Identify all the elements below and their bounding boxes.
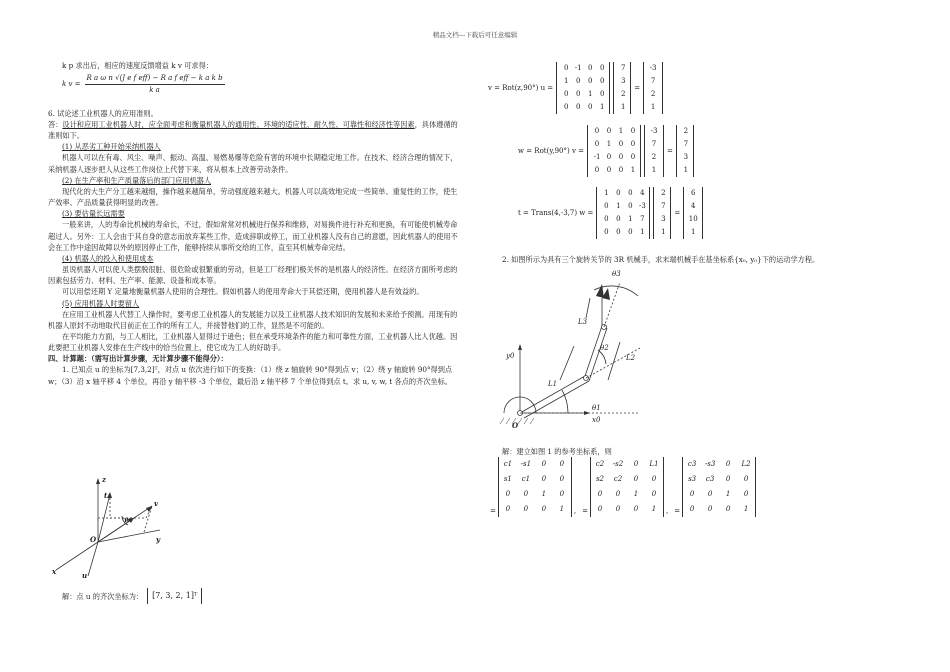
matrix-cell: 7 (640, 215, 645, 223)
z-axis-arrow (96, 478, 100, 484)
matrix-cell: 0 (523, 490, 529, 498)
matrix-cell: 0 (725, 475, 731, 483)
end-effector-gripper-left (596, 284, 604, 298)
section-1-title: (1) 从恶劣工种开始采纳机器人 (62, 142, 161, 152)
fig2-label-o: O (512, 421, 519, 430)
matrix-cell: 0 (606, 127, 612, 135)
matrix-cell: 0 (505, 505, 511, 513)
matrix-cell: c3 (687, 460, 697, 468)
formula-fraction (85, 73, 225, 96)
matrix-cell: 1 (599, 103, 605, 111)
q6-answer (48, 119, 460, 141)
section-4-title: (4) 机器人的投入和使用成本 (62, 253, 154, 263)
fig1-label-z: z (102, 475, 106, 484)
equals-sign: = (674, 208, 681, 217)
matrix-cell: 7 (651, 140, 657, 148)
matrix-cell: 0 (563, 90, 569, 98)
matrix-cell: 1 (620, 103, 626, 111)
l3-dimension (586, 298, 590, 318)
equation-v (488, 62, 663, 114)
formula-denominator: k a (149, 86, 160, 94)
fig1-label-t: t (104, 491, 108, 500)
matrix-cell: c2 (613, 475, 623, 483)
matrix-cell: 0 (604, 202, 609, 210)
matrix-cell: c2 (595, 460, 605, 468)
matrix-cell: 1 (633, 490, 639, 498)
fig1-label-y: y (156, 535, 161, 544)
matrix-cell: 4 (691, 202, 696, 210)
matrix-cell: 0 (651, 490, 657, 498)
matrix-cell: 0 (594, 166, 600, 174)
matrix-cell: 0 (707, 505, 713, 513)
matrix-cell: 0 (505, 490, 511, 498)
matrix-cell: 1 (563, 77, 569, 85)
section-2-text: 现代化的大生产分工越来越细，操作越来越简单，劳动强度越来越大。机器人可以高效地完成一些简单、重复性的工作，使生产效率、产品质量获得明显的改善。 (48, 186, 458, 208)
matrix-cell: 0 (606, 153, 612, 161)
y0-arrow (518, 344, 522, 350)
fig1-label-v: v (154, 499, 159, 508)
l2-dimension (608, 342, 620, 380)
matrix-cell: 1 (587, 90, 593, 98)
matrix-cell: 1 (541, 490, 547, 498)
equals-sign: = (634, 83, 641, 92)
matrix-cell: 0 (707, 490, 713, 498)
matrix-cell: 0 (651, 475, 657, 483)
matrix-cell: 0 (541, 475, 547, 483)
vector-w-input (653, 187, 671, 239)
left-column (48, 60, 460, 387)
m1-prefix: = (490, 507, 496, 516)
matrix-cell: 0 (628, 228, 633, 236)
matrix-cell: 0 (604, 228, 609, 236)
l1-dimension (560, 346, 574, 380)
section-5-title: (5) 应用机器人时要留人 (62, 298, 140, 308)
equals-sign: = (667, 146, 673, 155)
matrix-cell: 0 (689, 490, 695, 498)
matrix-cell: 1 (661, 228, 666, 236)
matrix-cell: s2 (595, 475, 604, 483)
q6-answer-prefix: 答： (48, 120, 63, 129)
matrix-cell: 1 (683, 166, 689, 174)
matrix-cell: 0 (559, 460, 565, 468)
matrix-cell: 0 (630, 153, 636, 161)
figure-2-3r-manipulator (490, 268, 700, 438)
rot-z-matrix (556, 62, 610, 114)
section-1-text: 机器人可以在有毒、风尘、噪声、振动、高温、易燃易爆等危险有害的环境中长期稳定地工作。在技术、经济合理的情况下，采纳机器人逐步把人从这些工作岗位上代替下来，将从根本上改善劳动条件。 (48, 153, 458, 174)
fig2-label-x0: x0 (592, 416, 601, 424)
equation-v-label: v = Rot(z,90°) u = (488, 83, 554, 92)
figure-1-coordinate-frames (48, 470, 178, 580)
matrix-cell: 3 (661, 215, 666, 223)
matrix-cell: 0 (587, 77, 593, 85)
matrix-a3 (682, 457, 756, 517)
q6-answer-underlined: 设计和应用工业机器人时，应全面考虑和衡量机器人的通用性、环境的适应性、耐久性、可靠性和经济性等因素 (62, 120, 415, 129)
matrix-cell: -3 (638, 202, 646, 210)
matrix-cell: 0 (618, 166, 624, 174)
formula-lhs: k v = (62, 80, 81, 89)
matrix-cell: 1 (616, 202, 621, 210)
m2-prefix: = (582, 507, 588, 516)
matrix-cell: 10 (688, 215, 698, 223)
matrix-cell: 4 (640, 189, 645, 197)
matrix-cell: 0 (597, 505, 603, 513)
matrix-a1 (498, 457, 572, 517)
formula-intro: k p 求出后，相应的速度反馈增益 k v 可求得： (62, 61, 213, 70)
matrix-cell: 2 (651, 153, 657, 161)
matrix-cell: 0 (689, 505, 695, 513)
matrix-cell: 1 (559, 505, 565, 513)
vector-t (683, 187, 703, 239)
formula-numerator: R a ω n √(J e f eff) − R a f eff − k a k b (85, 73, 225, 85)
section-4-text-2: 可以用偿还期 Y 定量地衡量机器人使用的合理性。假如机器人的使用寿命大于其偿还期，使用机器人是有效益的。 (62, 287, 424, 297)
fig1-label-o: O (90, 535, 97, 544)
matrix-cell: 7 (683, 140, 689, 148)
matrix-cell: 0 (628, 189, 633, 197)
matrix-cell: 1 (651, 166, 657, 174)
matrix-cell: 0 (606, 166, 612, 174)
matrix-cell: 0 (594, 127, 600, 135)
q6-title: 6. 试论述工业机器人的应用准则。 (48, 108, 158, 118)
matrix-cell: 0 (599, 64, 605, 72)
section-calc-title: 四、计算题：（需写出计算步骤，无计算步骤不能得分）： (48, 354, 228, 364)
matrix-cell: 0 (633, 460, 639, 468)
matrix-cell: 0 (725, 460, 731, 468)
matrix-cell: 0 (575, 103, 581, 111)
matrix-cell: 1 (604, 189, 609, 197)
rot-y-matrix (587, 125, 641, 177)
equation-w-label: w = Rot(y,90°) v = (518, 146, 584, 155)
section-5-text-2: 在平均能力方面，与工人相比，工业机器人显得过于逊色；但在承受环境条件的能力和可靠性方面，工业机器人比人优越。因此要把工业机器人安排在生产线中的恰当位置上，使它成为工人的好助手。 (48, 331, 458, 353)
matrix-cell: 0 (559, 490, 565, 498)
matrix-cell: c1 (503, 460, 513, 468)
fig1-label-x: x (52, 567, 57, 576)
dh-matrices-row (490, 457, 756, 517)
matrix-cell: 0 (616, 189, 621, 197)
matrix-cell: 0 (587, 103, 593, 111)
matrix-cell: 0 (616, 215, 621, 223)
q6-answer-suffix: ，具体遵循的准则如下。 (48, 120, 458, 141)
matrix-cell: -s1 (520, 460, 532, 468)
matrix-cell: c3 (705, 475, 715, 483)
matrix-cell: 2 (650, 90, 656, 98)
matrix-cell: 0 (559, 475, 565, 483)
equation-t (518, 187, 703, 239)
q2-text: 2. 如图所示为具有三个旋转关节的 3R 机械手，求末端机械手在基坐标系{x₀, y₀}下的运动学方程。 (502, 255, 820, 264)
fig2-label-l3: L3 (578, 318, 588, 326)
q1-text: 1. 已知点 u 的坐标为[7,3,2]ᵀ，对点 u 依次进行如下的变换：（1）绕 z 轴旋转 90°得到点 v；（2）绕 y 轴旋转 90°得到点 w；（3）沿 x 轴平移 4 个单位，再沿 y 轴平移 -3 个单位，最后沿 z 轴平移 7 个单位得到点 t。求 u, v, w, t 各点的齐次坐标。 (48, 365, 453, 386)
matrix-cell: 1 (628, 215, 633, 223)
section-2-title: (2) 在生产率和生产质量落后的部门应用机器人 (62, 175, 212, 185)
matrix-cell: 7 (661, 202, 666, 210)
equation-t-label: t = Trans(4,-3,7) w = (518, 208, 594, 217)
matrix-cell: 0 (743, 475, 749, 483)
fig2-label-y0: y0 (506, 352, 515, 360)
matrix-cell: 1 (618, 127, 624, 135)
matrix-cell: 0 (725, 505, 731, 513)
m2-suffix: , (665, 507, 669, 516)
matrix-cell: -s3 (704, 460, 716, 468)
m3-prefix: = (674, 507, 681, 516)
matrix-cell: 0 (743, 490, 749, 498)
matrix-cell: 1 (606, 140, 612, 148)
matrix-cell: -3 (649, 64, 657, 72)
matrix-cell: 0 (630, 140, 636, 148)
matrix-a2 (590, 457, 664, 517)
fig2-label-l2: L2 (626, 354, 636, 362)
matrix-cell: 0 (594, 140, 600, 148)
matrix-cell: L2 (741, 460, 751, 468)
x-axis-line (56, 542, 98, 570)
matrix-cell: 7 (620, 64, 626, 72)
matrix-cell: 0 (587, 64, 593, 72)
matrix-cell: 0 (597, 490, 603, 498)
matrix-cell: 0 (618, 140, 624, 148)
link-2-b (589, 328, 607, 381)
matrix-cell: s1 (503, 475, 512, 483)
matrix-cell: 0 (604, 215, 609, 223)
vector-v-input (644, 125, 664, 177)
matrix-cell: c1 (521, 475, 531, 483)
matrix-cell: 1 (630, 166, 636, 174)
equation-w (518, 125, 694, 177)
fig2-label-theta3: θ3 (612, 270, 621, 278)
section-3-title: (3) 要估量长远需要 (62, 209, 125, 219)
section-4-text-1: 虽说机器人可以使人类摆脱很脏、很危险或很繁重的劳动，但是工厂经理们极关怀的是机器人的经济性。在经济方面所考虑的因素包括劳力、材料、生产率、能源、设备和成本等。 (48, 265, 458, 286)
matrix-cell: 0 (616, 228, 621, 236)
fig1-label-w: w (124, 515, 131, 524)
t-arrow (107, 492, 112, 498)
matrix-cell: 1 (691, 228, 696, 236)
matrix-cell: 0 (541, 460, 547, 468)
matrix-cell: -1 (593, 153, 601, 161)
q1-solution-vector: [7, 3, 2, 1]ᵀ (147, 588, 202, 604)
matrix-cell: 0 (563, 64, 569, 72)
matrix-cell: 2 (683, 127, 689, 135)
matrix-cell: 1 (650, 103, 656, 111)
matrix-cell: 1 (651, 505, 657, 513)
matrix-cell: 6 (691, 189, 696, 197)
matrix-cell: 2 (661, 189, 666, 197)
matrix-cell: 0 (599, 77, 605, 85)
matrix-cell: 0 (575, 90, 581, 98)
fig2-label-theta1: θ1 (592, 404, 601, 412)
matrix-cell: -s2 (612, 460, 624, 468)
matrix-cell: s3 (688, 475, 697, 483)
formula (62, 73, 460, 96)
section-5-text-1: 在应用工业机器人代替工人操作时，要考虑工业机器人的发展能力以及工业机器人技术知识的发展和未来给予预测。用现有的机器人原封不动地取代目前正在工作的所有工人，并接替他们的工作，显然是不可能的。 (48, 309, 458, 330)
matrix-cell: 0 (523, 505, 529, 513)
matrix-cell: 7 (650, 77, 656, 85)
q1-solution-text: 解：点 u 的齐次坐标为： (62, 591, 144, 601)
matrix-cell: -3 (650, 127, 658, 135)
u-vector-line (88, 542, 98, 576)
matrix-cell: 0 (563, 103, 569, 111)
matrix-cell: 0 (615, 490, 621, 498)
matrix-cell: L1 (649, 460, 659, 468)
vector-w (676, 125, 694, 177)
page-header: 精品文档---下载后可任意编辑 (432, 31, 518, 39)
vector-u (613, 62, 631, 114)
link2-extension-dash (604, 282, 620, 327)
matrix-cell: 3 (620, 77, 626, 85)
matrix-cell: 0 (599, 90, 605, 98)
fig1-label-u: u (82, 571, 88, 580)
matrix-cell: 3 (683, 153, 689, 161)
t-dashed-guide (110, 494, 134, 518)
q1-solution (62, 588, 202, 604)
matrix-cell: 1 (743, 505, 749, 513)
fig2-label-theta2: θ2 (600, 344, 609, 352)
matrix-cell: 0 (633, 505, 639, 513)
matrix-cell: 0 (575, 77, 581, 85)
matrix-cell: -1 (574, 64, 582, 72)
section-3-text: 一般来讲，人的寿命比机械的寿命长，不过，假如常常对机械进行保养和维修，对易换件进行补充和更换，有可能使机械寿命超过人。另外：工人会由于其自身的意志而放弃某些工作，造成辞职或停工，而工业机器人没有自己的意愿，因此机器人的使用不会在工作中途因故障以外的原因停止工作，能够持续从事所交给的工作，直至其机械寿命完结。 (48, 220, 458, 252)
matrix-cell: 1 (640, 228, 645, 236)
x0-arrow (584, 411, 590, 415)
trans-matrix (596, 187, 650, 239)
matrix-cell: 2 (620, 90, 626, 98)
matrix-cell: 0 (628, 202, 633, 210)
fig2-label-l1: L1 (548, 380, 558, 388)
m1-suffix: , (573, 507, 577, 516)
matrix-cell: 0 (630, 127, 636, 135)
matrix-cell: 0 (618, 153, 624, 161)
matrix-cell: 0 (615, 505, 621, 513)
q2-solution: 解：建立如图 1 的参考坐标系，则 (502, 447, 612, 456)
matrix-cell: 0 (633, 475, 639, 483)
matrix-cell: 0 (541, 505, 547, 513)
matrix-cell: 1 (725, 490, 731, 498)
vector-v (643, 62, 663, 114)
